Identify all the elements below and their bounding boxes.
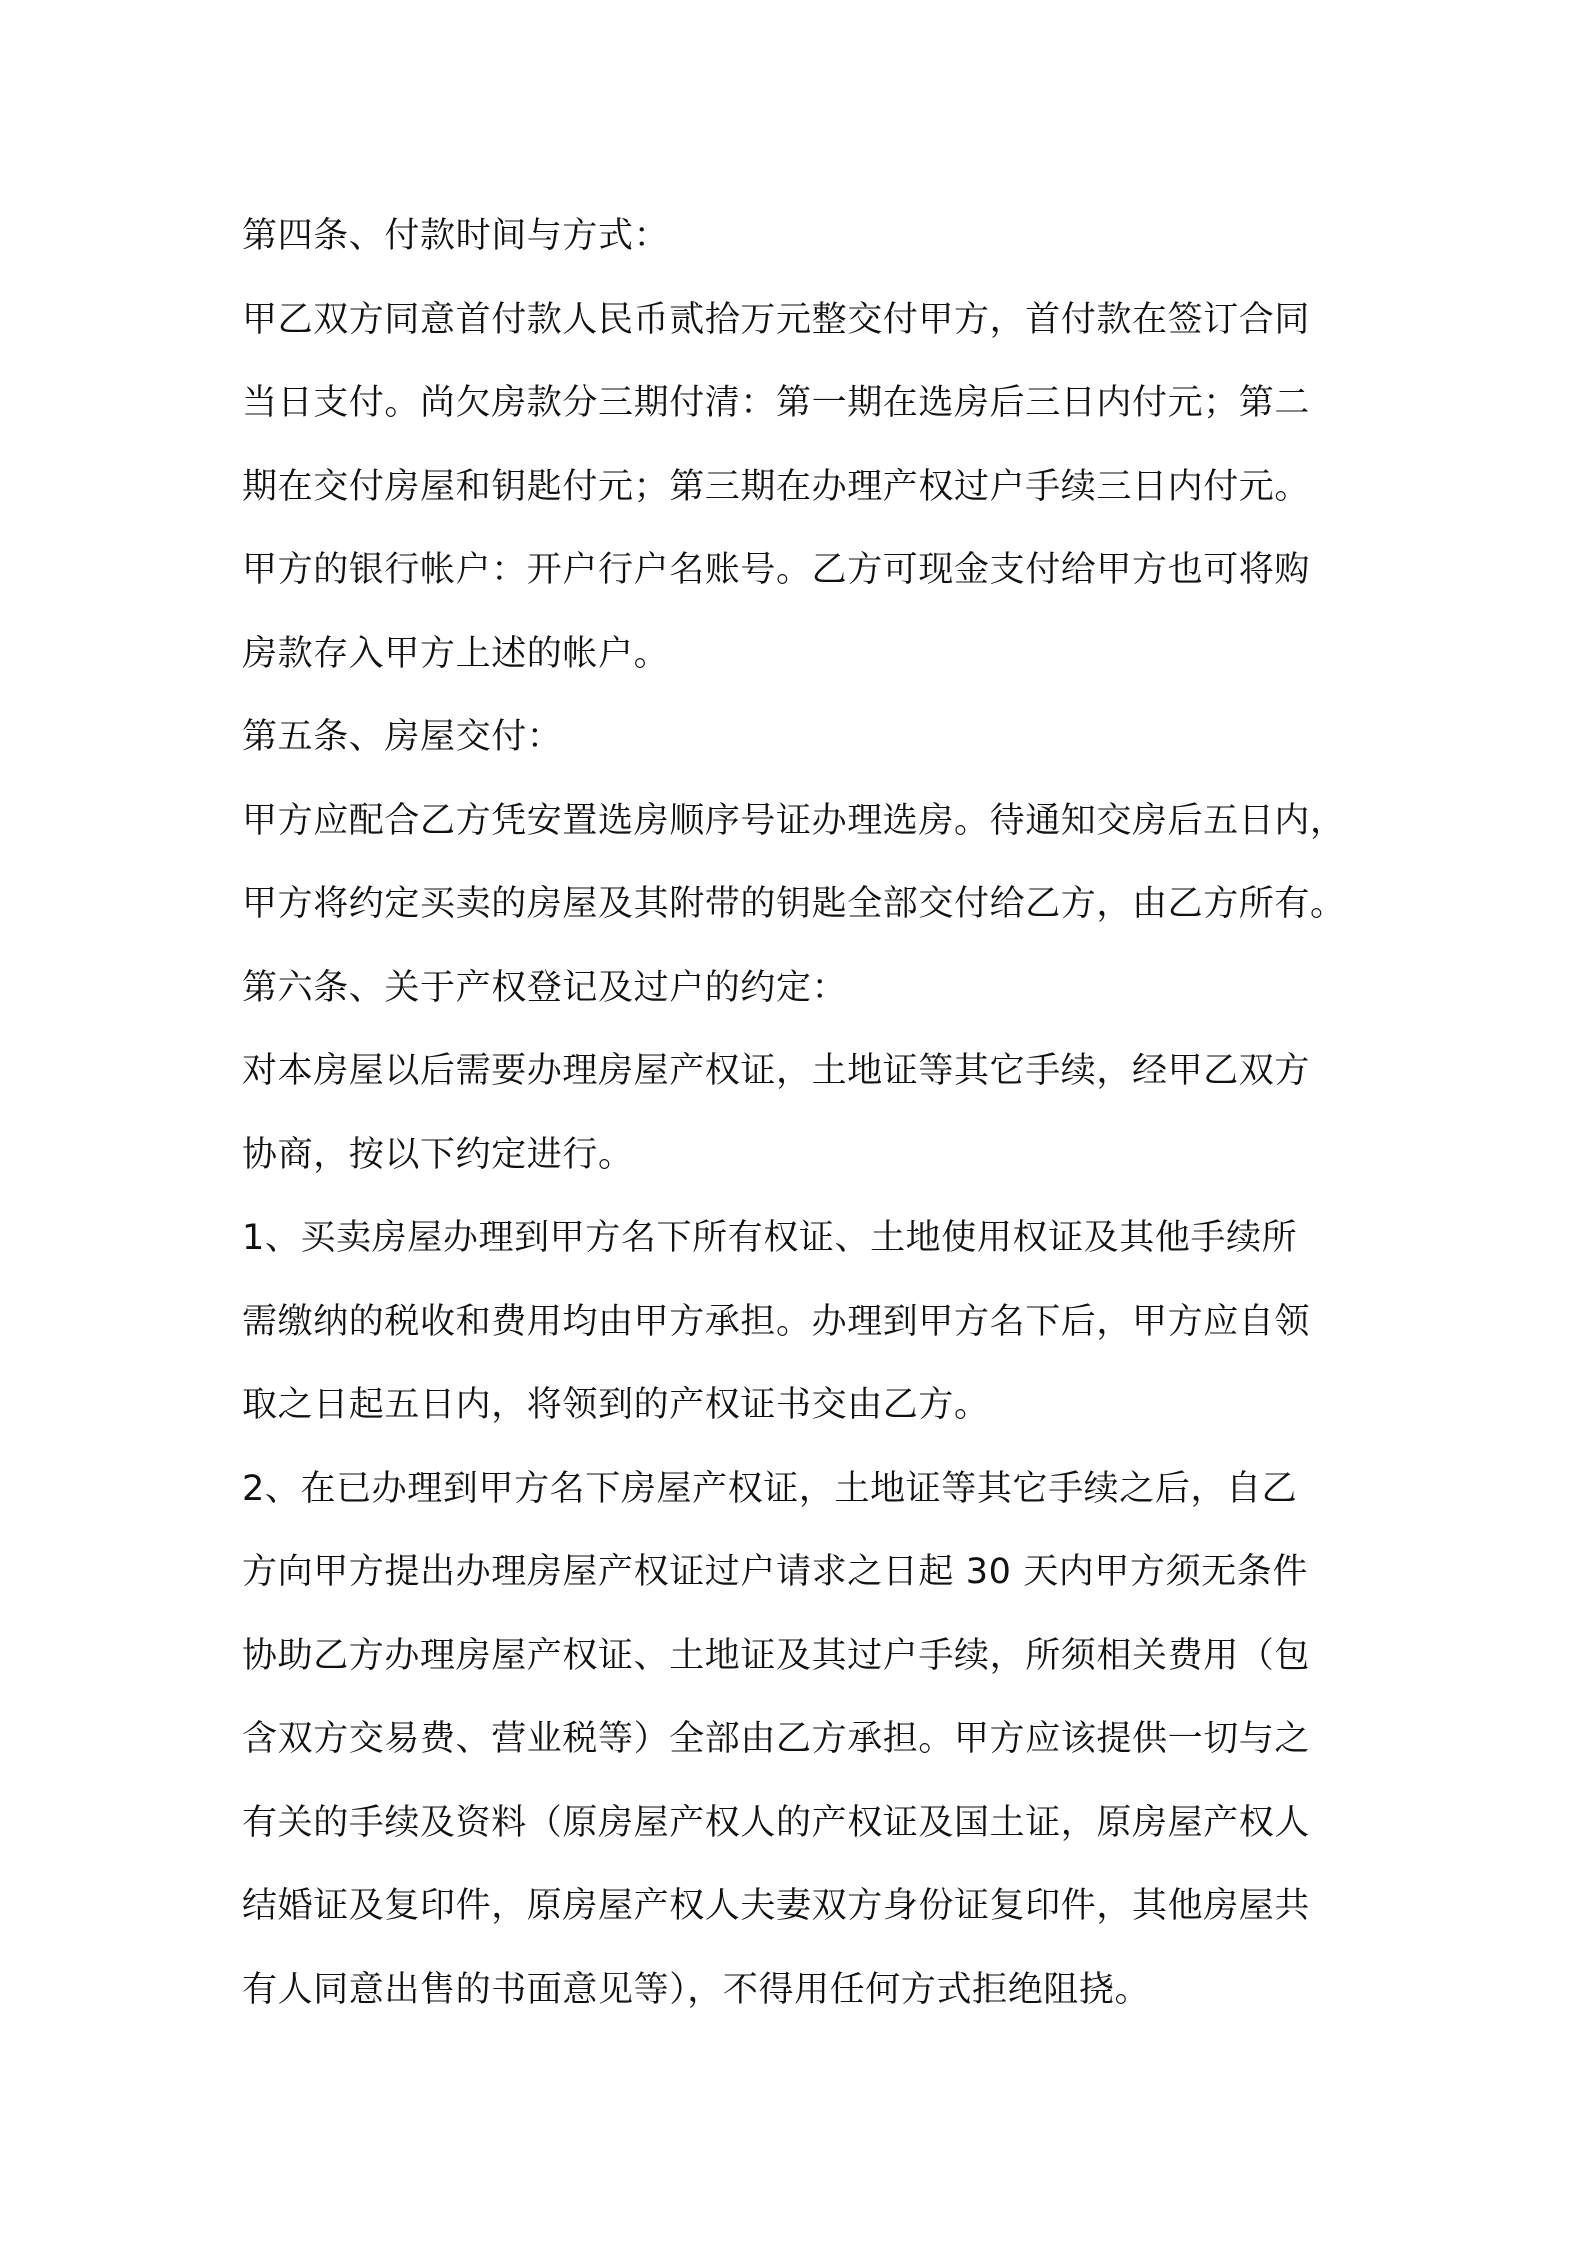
clause-2-line: 2、在已办理到甲方名下房屋产权证，土地证等其它手续之后，自乙 [242, 1468, 1298, 1509]
text-line: 甲乙双方同意首付款人民币贰拾万元整交付甲方，首付款在签订合同 [242, 299, 1311, 340]
text-line: 期在交付房屋和钥匙付元；第三期在办理产权过户手续三日内付元。 [242, 466, 1311, 507]
text-line: 有人同意出售的书面意见等），不得用任何方式拒绝阻挠。 [242, 1969, 1151, 2010]
text-line: 含双方交易费、营业税等）全部由乙方承担。甲方应该提供一切与之 [242, 1719, 1311, 1759]
article-6-heading: 第六条、关于产权登记及过户的约定： [242, 967, 848, 1008]
text-line: 协助乙方办理房屋产权证、土地证及其过户手续，所须相关费用（包 [242, 1635, 1311, 1676]
text-line: 对本房屋以后需要办理房屋产权证，土地证等其它手续，经甲乙双方 [242, 1051, 1311, 1091]
text-line: 取之日起五日内，将领到的产权证书交由乙方。 [242, 1385, 990, 1425]
contract-body [242, 195, 1364, 2032]
text-line: 结婚证及复印件，原房屋产权人夫妻双方身份证复印件，其他房屋共 [242, 1886, 1311, 1926]
text-line: 甲方应配合乙方凭安置选房顺序号证办理选房。待通知交房后五日内， [242, 800, 1346, 841]
text-line: 甲方将约定买卖的房屋及其附带的钥匙全部交付给乙方，由乙方所有。 [242, 884, 1346, 924]
text-line: 方向甲方提出办理房屋产权证过户请求之日起 30 天内甲方须无条件 [242, 1552, 1308, 1592]
text-line: 有关的手续及资料（原房屋产权人的产权证及国土证，原房屋产权人 [242, 1802, 1311, 1843]
clause-1-line: 1、买卖房屋办理到甲方名下所有权证、土地使用权证及其他手续所 [242, 1218, 1298, 1258]
text-line: 甲方的银行帐户：开户行户名账号。乙方可现金支付给甲方也可将购 [242, 550, 1311, 590]
text-line: 房款存入甲方上述的帐户。 [242, 633, 670, 674]
text-line: 需缴纳的税收和费用均由甲方承担。办理到甲方名下后，甲方应自领 [242, 1301, 1311, 1342]
text-line: 协商，按以下约定进行。 [242, 1134, 634, 1175]
article-5-heading: 第五条、房屋交付： [242, 717, 563, 757]
article-4-heading: 第四条、付款时间与方式： [242, 216, 670, 256]
text-line: 当日支付。尚欠房款分三期付清：第一期在选房后三日内付元；第二 [242, 383, 1311, 423]
